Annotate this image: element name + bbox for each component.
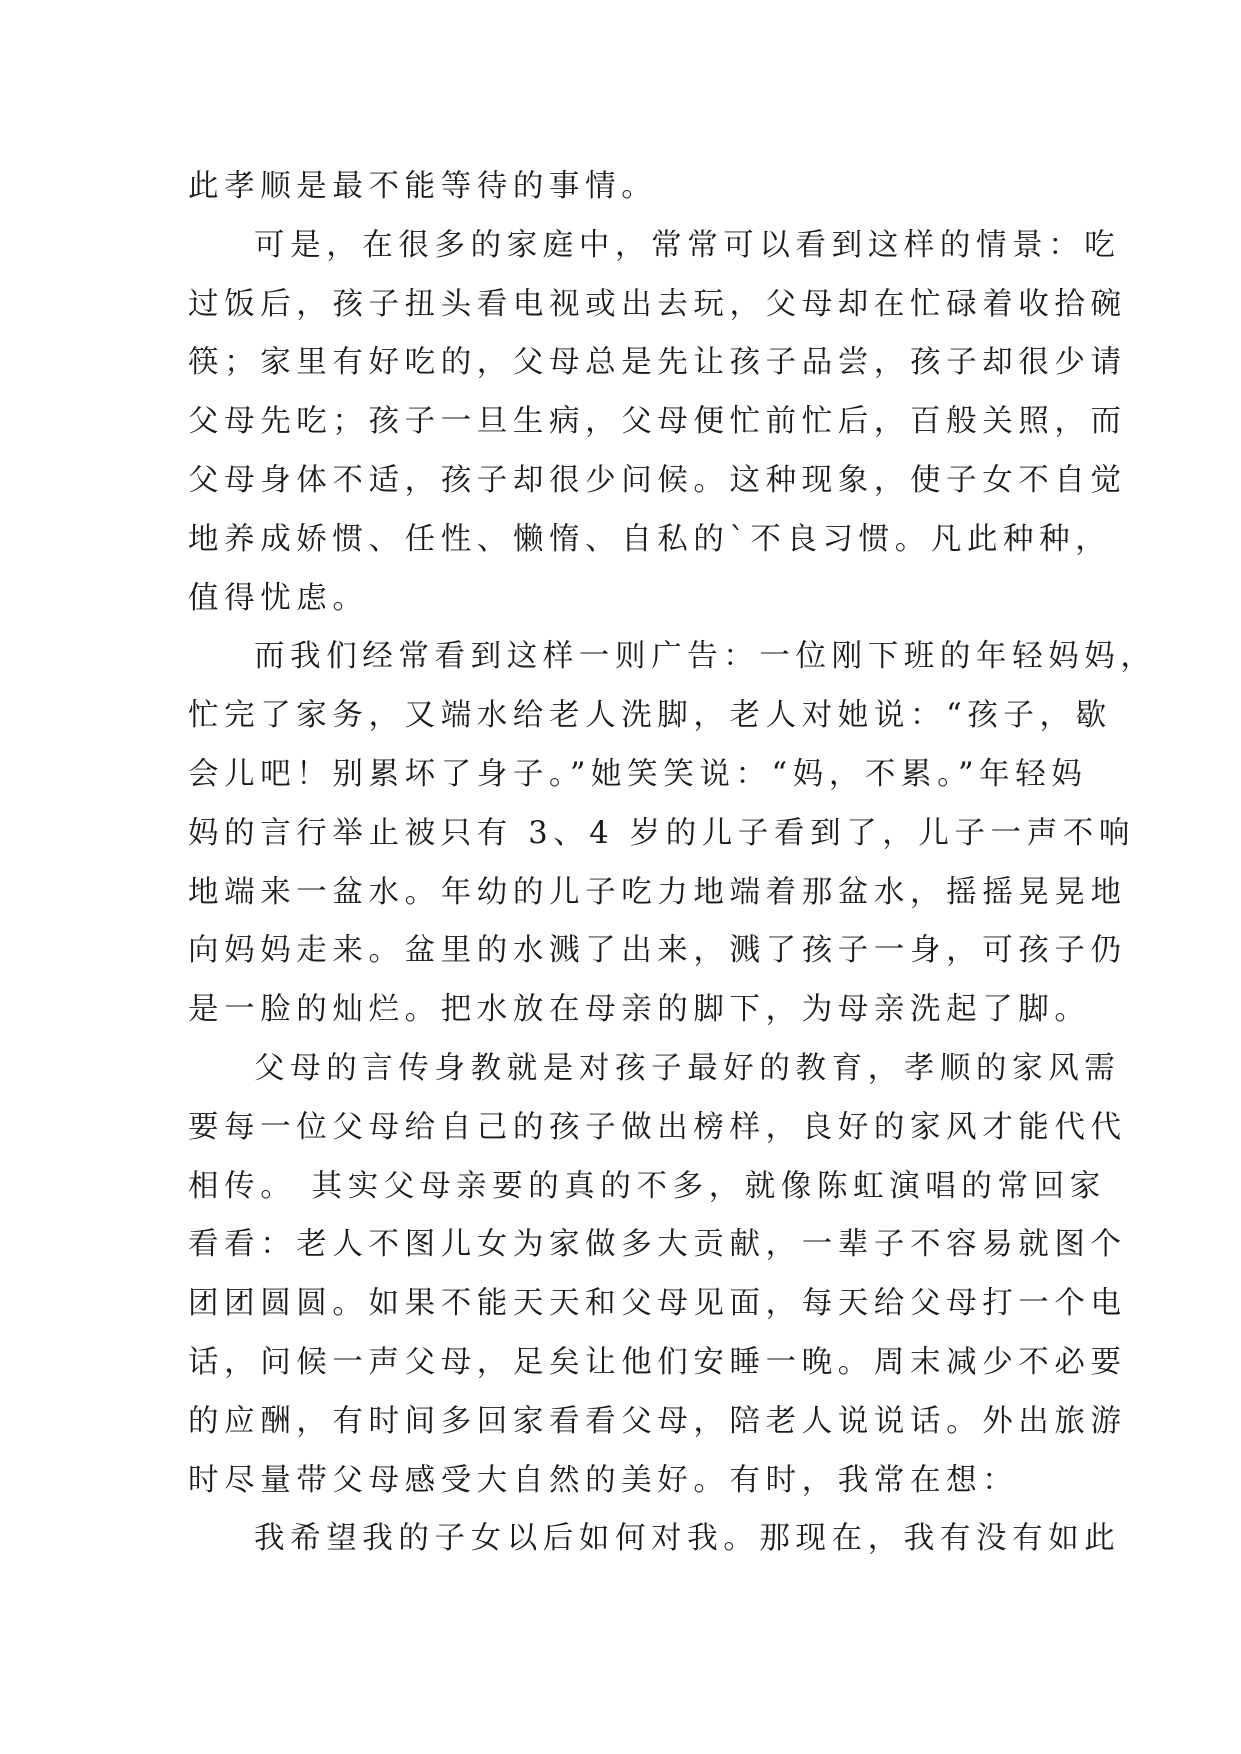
- text-line: 可是，在很多的家庭中，常常可以看到这样的情景：吃: [254, 227, 1121, 263]
- paragraph-5: [188, 1510, 1121, 1569]
- text-line: 值得忧虑。: [188, 580, 369, 616]
- text-line: 时尽量带父母感受大自然的美好。有时，我常在想：: [188, 1462, 1019, 1498]
- text-line: 是一脸的灿烂。把水放在母亲的脚下，为母亲洗起了脚。: [188, 992, 1091, 1028]
- text-line: 过饭后，孩子扭头看电视或出去玩，父母却在忙碌着收拾碗: [188, 286, 1127, 322]
- document-body: [188, 158, 1157, 1569]
- paragraph-4: [188, 1040, 1127, 1510]
- text-line: 相传。 其实父母亲要的真的不多，就像陈虹演唱的常回家: [188, 1168, 1106, 1204]
- paragraph-1: [188, 158, 1058, 217]
- paragraph-3: [188, 628, 1157, 1040]
- text-line: 话，问候一声父母，足矣让他们安睡一晚。周末减少不必要: [188, 1344, 1127, 1380]
- text-line: 此孝顺是最不能等待的事情。: [188, 169, 658, 204]
- text-line: 地端来一盆水。年幼的儿子吃力地端着那盆水，摇摇晃晃地: [188, 874, 1127, 910]
- text-line: 的应酬，有时间多回家看看父母，陪老人说说话。外出旅游: [188, 1403, 1127, 1439]
- text-line: 筷；家里有好吃的，父母总是先让孩子品尝，孩子却很少请: [188, 345, 1127, 381]
- text-line: 我希望我的子女以后如何对我。那现在，我有没有如此: [254, 1521, 1121, 1557]
- text-line: 父母先吃；孩子一旦生病，父母便忙前忙后，百般关照，而: [188, 404, 1127, 440]
- text-line: 要每一位父母给自己的孩子做出榜样，良好的家风才能代代: [188, 1109, 1127, 1145]
- text-line: 看看：老人不图儿女为家做多大贡献，一辈子不容易就图个: [188, 1227, 1127, 1263]
- text-line: 而我们经常看到这样一则广告：一位刚下班的年轻妈妈，: [254, 639, 1157, 675]
- text-line: 忙完了家务，又端水给老人洗脚，老人对她说：“孩子，歇: [188, 698, 1112, 734]
- text-line: 团团圆圆。如果不能天天和父母见面，每天给父母打一个电: [188, 1286, 1127, 1322]
- text-line: 地养成娇惯、任性、懒惰、自私的`不良习惯。凡此种种，: [188, 521, 1112, 557]
- paragraph-2: [188, 217, 1127, 629]
- text-line: 会儿吧！别累坏了身子。”她笑笑说：“妈，不累。”年轻妈: [188, 756, 1088, 792]
- text-line: 父母身体不适，孩子却很少问候。这种现象，使子女不自觉: [188, 462, 1127, 498]
- text-line: 父母的言传身教就是对孩子最好的教育，孝顺的家风需: [254, 1050, 1121, 1086]
- text-line: 向妈妈走来。盆里的水溅了出来，溅了孩子一身，可孩子仍: [188, 933, 1127, 969]
- text-line: 妈的言行举止被只有 3、4 岁的儿子看到了，儿子一声不响: [188, 815, 1135, 851]
